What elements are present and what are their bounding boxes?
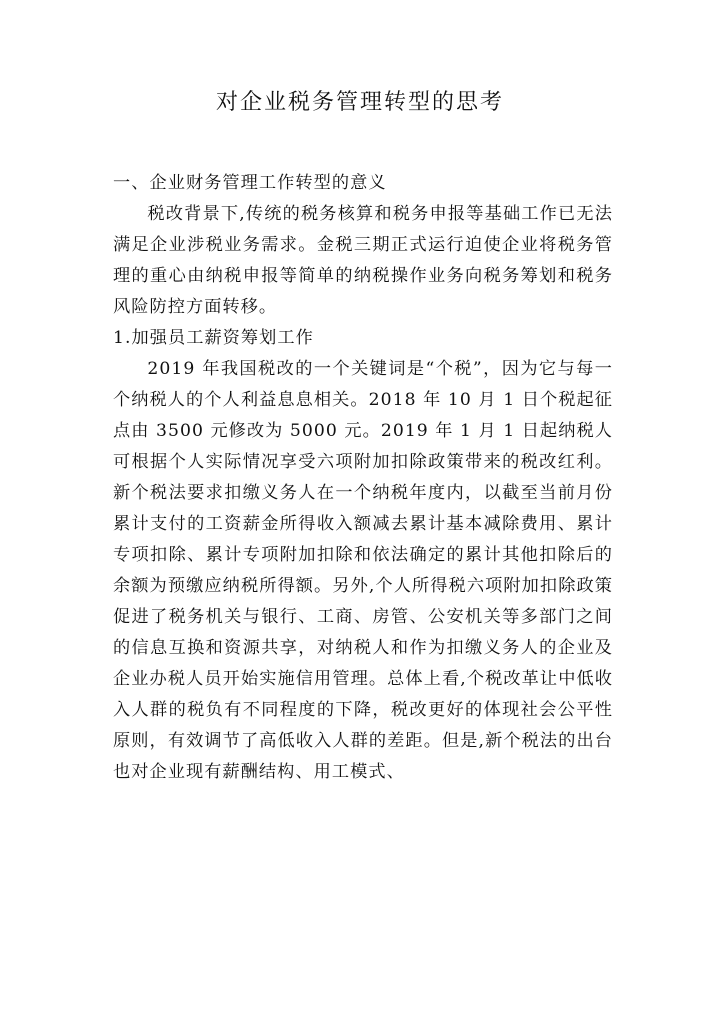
section-heading: 一、企业财务管理工作转型的意义 bbox=[113, 173, 387, 193]
document-body bbox=[113, 168, 613, 788]
subsection-heading: 1.加强员工薪资筹划工作 bbox=[113, 328, 314, 348]
document-title: 对企业税务管理转型的思考 bbox=[215, 90, 504, 115]
subsection-paragraph: 2019 年我国税改的一个关键词是“个税”，因为它与每一个纳税人的个人利益息息相关。2018 年 10 月 1 日个税起征点由 3500 元修改为 5000 元。2019 年 1 月 1 日起纳税人可根据个人实际情况享受六项附加扣除政策带来的税改红利。新个税法要求扣缴义务人在一个纳税年度内，以截至当前月份累计支付的工资薪金所得收入额减去累计基本减除费用、累计专项扣除、累计专项附加扣除和依法确定的累计其他扣除后的余额为预缴应纳税所得额。另外,个人所得税六项附加扣除政策促进了税务机关与银行、工商、房管、公安机关等多部门之间的信息互换和资源共享，对纳税人和作为扣缴义务人的企业及企业办税人员开始实施信用管理。总体上看,个税改革让中低收入人群的税负有不同程度的下降，税改更好的体现社会公平性原则，有效调节了高低收入人群的差距。但是,新个税法的出台也对企业现有薪酬结构、用工模式、 bbox=[113, 359, 613, 782]
section-paragraph: 税改背景下,传统的税务核算和税务申报等基础工作已无法满足企业涉税业务需求。金税三期正式运行迫使企业将税务管理的重心由纳税申报等简单的纳税操作业务向税务筹划和税务风险防控方面转移。 bbox=[113, 204, 613, 317]
